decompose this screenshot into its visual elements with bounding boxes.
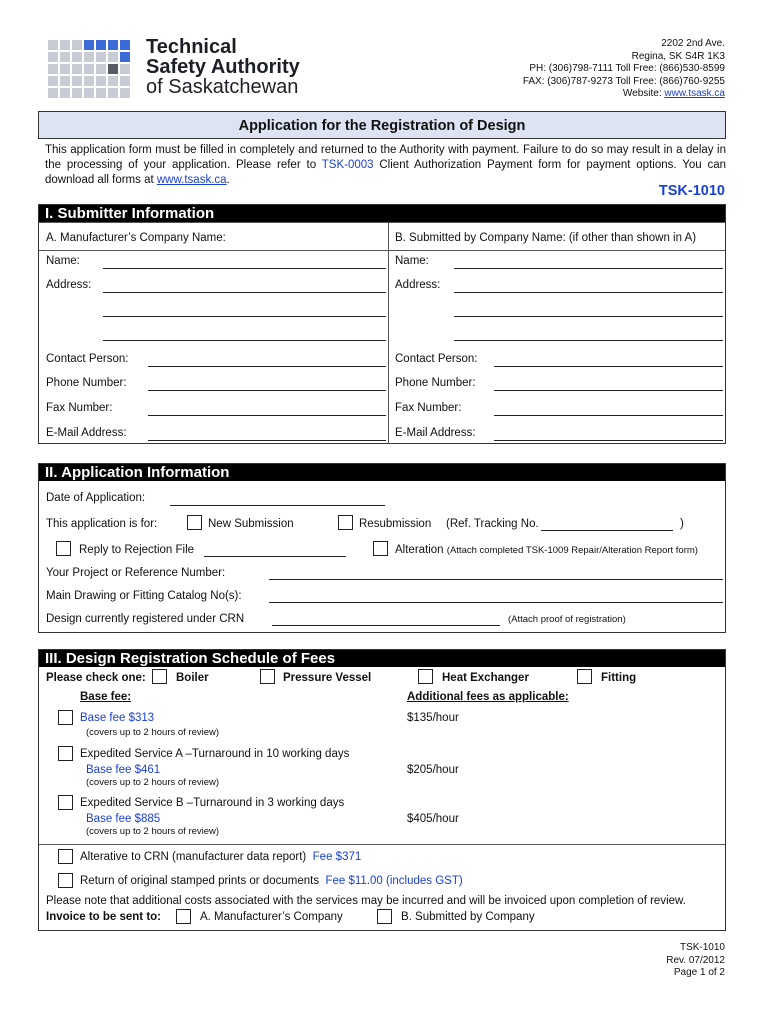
footer-revision: Rev. 07/2012 [666,954,725,966]
alteration-note: (Attach completed TSK-1009 Repair/Alteration Report form) [446,545,698,556]
logo [48,36,338,98]
expedited-b-label: Expedited Service B –Turnaround in 3 working days [80,797,345,809]
logo-text-line1: Technical [146,36,237,58]
return-prints-checkbox[interactable] [58,873,73,888]
design-crn-field[interactable] [272,625,500,626]
expedited-a-label: Expedited Service A –Turnaround in 10 working days [80,748,350,760]
base-fee-header: Base fee: [80,691,132,703]
footer-form-code: TSK-1010 [679,942,725,953]
base-fee-checkbox[interactable] [58,710,73,725]
main-drawing-field[interactable] [269,602,723,603]
form-code: TSK-1010 [658,183,725,199]
form-title: Application for the Registration of Design [238,118,526,134]
form-title-bar [38,111,726,139]
mfr-fax-field[interactable] [148,415,386,416]
mfr-phone-label: Phone Number: [46,377,127,389]
section-fees [38,649,726,931]
base-fee-label: Base fee $313 [80,712,155,724]
project-ref-label: Your Project or Reference Number: [46,567,226,579]
ref-tracking-field[interactable] [541,530,673,531]
sub-email-label: E-Mail Address: [395,427,476,439]
submitted-by-company-header: B. Submitted by Company Name: (if other than shown in A) [395,232,697,244]
new-submission-checkbox[interactable] [187,515,202,530]
logo-text-line2: Safety Authority [146,56,300,78]
page-footer [666,942,725,980]
mfr-fax-label: Fax Number: [46,402,113,414]
footer-page-number: Page 1 of 2 [673,967,725,978]
sub-phone-field[interactable] [494,390,723,391]
section-2-title: II. Application Information [39,464,725,481]
invoice-manufacturer-checkbox[interactable] [176,909,191,924]
design-crn-label: Design currently registered under CRN [46,613,245,625]
sub-address-field-3[interactable] [454,340,723,341]
alteration-checkbox[interactable] [373,541,388,556]
sub-contact-label: Contact Person: [395,353,478,365]
mfr-address-field-3[interactable] [103,340,386,341]
mfr-phone-field[interactable] [148,390,386,391]
return-prints-fee: Fee $11.00 (includes GST) [325,875,463,887]
intro-website-link[interactable]: www.tsask.ca [156,174,227,186]
website-label: Website: [622,88,662,99]
reply-rejection-field[interactable] [204,556,346,557]
app-for-label: This application is for: [46,518,158,530]
sub-contact-field[interactable] [494,366,723,367]
sub-name-label: Name: [395,255,429,267]
heat-exchanger-checkbox[interactable] [418,669,433,684]
ref-tracking-close: ) [680,518,684,530]
sub-phone-label: Phone Number: [395,377,476,389]
date-field[interactable] [170,505,385,506]
alteration-label: Alteration (Attach completed TSK-1009 Repair/Alteration Report form) [395,544,698,556]
tsk0003-link[interactable]: TSK-0003 [321,159,374,171]
sub-address-label: Address: [395,279,441,291]
reply-rejection-checkbox[interactable] [56,541,71,556]
expedited-b-note: (covers up to 2 hours of review) [86,826,220,837]
reply-rejection-label: Reply to Rejection File [79,544,195,556]
expedited-a-base-fee: Base fee $461 [86,764,161,776]
logo-mark [48,40,138,98]
logo-text-line3: of Saskatchewan [146,76,299,98]
heat-exchanger-label: Heat Exchanger [442,672,529,684]
address-line1: 2202 2nd Ave. [661,38,725,49]
mfr-email-label: E-Mail Address: [46,427,127,439]
additional-fees-header: Additional fees as applicable: [407,691,569,703]
mfr-contact-label: Contact Person: [46,353,129,365]
sub-address-field-2[interactable] [454,316,723,317]
section-3-title: III. Design Registration Schedule of Fees [39,650,725,667]
date-label: Date of Application: [46,492,146,504]
mfr-name-field[interactable] [103,268,386,269]
new-submission-label: New Submission [208,518,294,530]
boiler-label: Boiler [176,672,209,684]
pressure-vessel-label: Pressure Vessel [283,672,372,684]
phone-line: PH: (306)798-7111 Toll Free: (866)530-8599 [529,63,725,74]
expedited-a-rate: $205/hour [407,764,459,776]
expedited-b-base-fee: Base fee $885 [86,813,161,825]
invoice-submitted-by-label: B. Submitted by Company [401,911,535,923]
base-fee-rate: $135/hour [407,712,459,724]
return-prints-label: Return of original stamped prints or documents Fee $11.00 (includes GST) [80,875,463,887]
invoice-submitted-by-checkbox[interactable] [377,909,392,924]
check-one-label: Please check one: [46,672,146,684]
invoice-to-label: Invoice to be sent to: [46,911,162,923]
mfr-email-field[interactable] [148,440,386,441]
expedited-b-checkbox[interactable] [58,795,73,810]
ref-tracking-label: (Ref. Tracking No. [446,518,539,530]
sub-fax-field[interactable] [494,415,723,416]
manufacturer-company-header: A. Manufacturer’s Company Name: [46,232,226,244]
pressure-vessel-checkbox[interactable] [260,669,275,684]
resubmission-checkbox[interactable] [338,515,353,530]
fitting-label: Fitting [601,672,637,684]
additional-costs-note: Please note that additional costs associated with the services may be incurred and will be invoiced upon completion of review. [46,895,686,907]
expedited-b-rate: $405/hour [407,813,459,825]
address-line2: Regina, SK S4R 1K3 [631,50,725,62]
sub-address-field-1[interactable] [454,292,723,293]
mfr-name-label: Name: [46,255,80,267]
sub-email-field[interactable] [494,440,723,441]
website-link[interactable]: www.tsask.ca [664,88,725,99]
mfr-address-field-2[interactable] [103,316,386,317]
fax-line: FAX: (306)787-9273 Toll Free: (866)760-9255 [522,75,725,87]
sub-fax-label: Fax Number: [395,402,462,414]
mfr-address-label: Address: [46,279,92,291]
resubmission-label: Resubmission [359,518,432,530]
sub-name-field[interactable] [454,268,723,269]
intro-text: This application form must be filled in completely and returned to the Authority with payment. Failure to do so may result in a delay in the processing of your application. Please refer to TSK-0003 Client Authorization Payment form for payment options. You can download all forms at www.tsask.ca. [45,144,727,186]
main-drawing-label: Main Drawing or Fitting Catalog No(s): [46,590,242,602]
expedited-a-note: (covers up to 2 hours of review) [86,777,220,788]
mfr-address-field-1[interactable] [103,292,386,293]
expedited-a-checkbox[interactable] [58,746,73,761]
project-ref-field[interactable] [269,579,723,580]
org-address [523,38,725,101]
base-fee-note: (covers up to 2 hours of review) [86,727,220,738]
section-1-title: I. Submitter Information [39,205,725,222]
alt-crn-fee: Fee $371 [312,851,362,863]
boiler-checkbox[interactable] [152,669,167,684]
mfr-contact-field[interactable] [148,366,386,367]
invoice-manufacturer-label: A. Manufacturer’s Company [200,911,343,923]
alt-crn-label: Alterative to CRN (manufacturer data report) Fee $371 [80,851,362,863]
attach-proof-note: (Attach proof of registration) [508,614,626,625]
alt-crn-checkbox[interactable] [58,849,73,864]
fitting-checkbox[interactable] [577,669,592,684]
